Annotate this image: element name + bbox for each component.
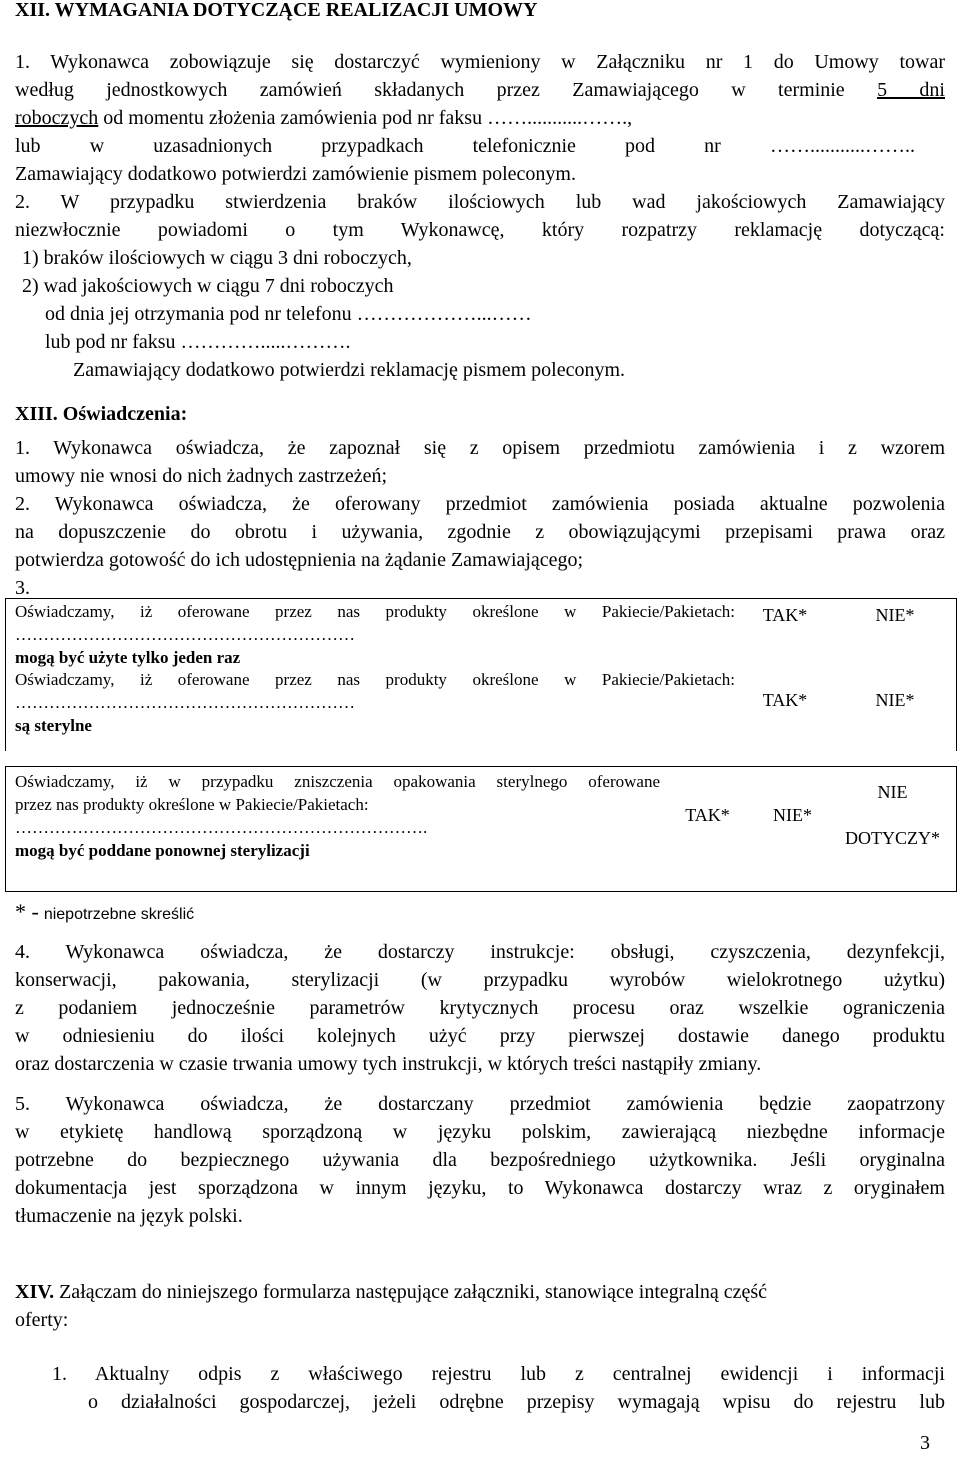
s13-5-line1: 5. Wykonawca oświadcza, że dostarczany przedmiot zamówienia będzie zaopatrzony bbox=[15, 1093, 945, 1115]
row2-line3: są sterylne bbox=[15, 716, 92, 735]
row1-line3: mogą być użyte tylko jeden raz bbox=[15, 648, 241, 667]
row3-line4: mogą być poddane ponownej sterylizacji bbox=[15, 841, 310, 860]
row2-nie-option[interactable]: NIE* bbox=[875, 690, 915, 710]
s12-p2-line2: niezwłocznie powiadomi o tym Wykonawcę, który rozpatrzy reklamację dotyczącą: bbox=[15, 219, 945, 241]
row3-line1: Oświadczamy, iż w przypadku zniszczenia opakowania sterylnego oferowane bbox=[15, 772, 660, 791]
s12-p1-line4: lub w uzasadnionych przypadkach telefonicznie pod nr ……...........…….. bbox=[15, 135, 915, 157]
s12-phone-line: od dnia jej otrzymania pod nr telefonu ………………...…… bbox=[45, 303, 532, 325]
section-14-title-cont: oferty: bbox=[15, 1309, 69, 1331]
s14-item1-line1: 1. Aktualny odpis z właściwego rejestru lub z centralnej ewidencji i informacji bbox=[52, 1363, 945, 1385]
term-working-days: roboczych bbox=[15, 107, 99, 129]
s12-p1-line1: 1. Wykonawca zobowiązuje się dostarczyć wymieniony w Załączniku nr 1 do Umowy towar bbox=[15, 51, 945, 73]
s13-5-line5: tłumaczenie na język polski. bbox=[15, 1205, 243, 1227]
section-13-title: XIII. Oświadczenia: bbox=[15, 403, 188, 425]
section-14-title: XIV. Załączam do niniejszego formularza następujące załączniki, stanowiące integralną część bbox=[15, 1281, 768, 1303]
s14-item1-line2: o działalności gospodarczej, jeżeli odrębne przepisy wymagają wpisu do rejestru lub bbox=[88, 1391, 945, 1413]
s13-3-num: 3. bbox=[15, 577, 30, 599]
footnote: * - niepotrzebne skreślić bbox=[15, 899, 195, 924]
row3-tak-option[interactable]: TAK* bbox=[685, 805, 730, 825]
s13-2-line2: na dopuszczenie do obrotu i używania, zgodnie z obowiązującymi przepisami prawa oraz bbox=[15, 521, 945, 543]
term-5-days: 5 dni bbox=[877, 79, 945, 101]
s13-2-line3: potwierdza gotowość do ich udostępnienia na żądanie Zamawiającego; bbox=[15, 549, 584, 571]
row3-nie-option[interactable]: NIE* bbox=[773, 805, 812, 825]
s12-p2-line1: 2. W przypadku stwierdzenia braków ilościowych lub wad jakościowych Zamawiający bbox=[15, 191, 945, 213]
row1-line2: …………………………………………………… bbox=[15, 625, 355, 644]
row2-tak-option[interactable]: TAK* bbox=[762, 690, 808, 710]
s12-p2-confirm: Zamawiający dodatkowo potwierdzi reklamację pismem poleconym. bbox=[73, 359, 626, 381]
s12-p2-item1: 1) braków ilościowych w ciągu 3 dni roboczych, bbox=[22, 247, 412, 269]
s13-1-line1: 1. Wykonawca oświadcza, że zapoznał się z opisem przedmiotu zamówienia i z wzorem bbox=[15, 437, 945, 459]
s13-5-line4: dokumentacja jest sporządzona w innym języku, to Wykonawca dostarczy wraz z oryginałem bbox=[15, 1177, 945, 1199]
s13-4-line4: w odniesieniu do ilości kolejnych użyć przy pierwszej dostawie danego produktu bbox=[15, 1025, 945, 1047]
s13-5-line3: potrzebne do bezpiecznego używania dla bezpośredniego użytkownika. Jeśli oryginalna bbox=[15, 1149, 945, 1171]
s12-p2-item2: 2) wad jakościowych w ciągu 7 dni roboczych bbox=[22, 275, 394, 297]
s13-2-line1: 2. Wykonawca oświadcza, że oferowany przedmiot zamówienia posiada aktualne pozwolenia bbox=[15, 493, 945, 515]
s13-1-line2: umowy nie wnosi do nich żadnych zastrzeżeń; bbox=[15, 465, 388, 487]
row3-nd-line1: NIE bbox=[877, 782, 908, 802]
page-number: 3 bbox=[920, 1432, 930, 1454]
s13-4-line5: oraz dostarczenia w czasie trwania umowy tych instrukcji, w których treści nastąpiły zmiany. bbox=[15, 1053, 762, 1075]
s13-5-line2: w etykietę handlową sporządzoną w języku polskim, zawierającą niezbędne informacje bbox=[15, 1121, 945, 1143]
row3-line2: przez nas produkty określone w Pakiecie/Pakietach: bbox=[15, 795, 369, 814]
s13-4-line2: konserwacji, pakowania, sterylizacji (w przypadku wyrobów wielokrotnego użytku) bbox=[15, 969, 945, 991]
s12-fax-line: lub pod nr faksu ………….....………. bbox=[45, 331, 351, 353]
s13-4-line3: z podaniem jednocześnie parametrów krytycznych procesu oraz wszelkie ograniczenia bbox=[15, 997, 945, 1019]
s12-p1-line5: Zamawiający dodatkowo potwierdzi zamówienie pismem poleconym. bbox=[15, 163, 576, 185]
row1-line1: Oświadczamy, iż oferowane przez nas produkty określone w Pakiecie/Pakietach: bbox=[15, 602, 735, 621]
s12-p1-line3: roboczych od momentu złożenia zamówienia pod nr faksu ……...........……., bbox=[15, 107, 633, 129]
row1-tak-option[interactable]: TAK* bbox=[762, 605, 808, 625]
row3-line3: ………………………………………………………………. bbox=[15, 818, 428, 837]
row1-nie-option[interactable]: NIE* bbox=[875, 605, 915, 625]
section-12-title: XII. WYMAGANIA DOTYCZĄCE REALIZACJI UMOWY bbox=[15, 0, 538, 21]
row3-nd-line2: DOTYCZY* bbox=[845, 828, 940, 848]
row3-not-applicable-option[interactable] bbox=[835, 780, 950, 850]
s12-p1-line2: według jednostkowych zamówień składanych przez Zamawiającego w terminie 5 dni bbox=[15, 79, 945, 101]
row2-line2: …………………………………………………… bbox=[15, 693, 355, 712]
row2-line1: Oświadczamy, iż oferowane przez nas produkty określone w Pakiecie/Pakietach: bbox=[15, 670, 735, 689]
s13-4-line1: 4. Wykonawca oświadcza, że dostarczy instrukcje: obsługi, czyszczenia, dezynfekcji, bbox=[15, 941, 945, 963]
